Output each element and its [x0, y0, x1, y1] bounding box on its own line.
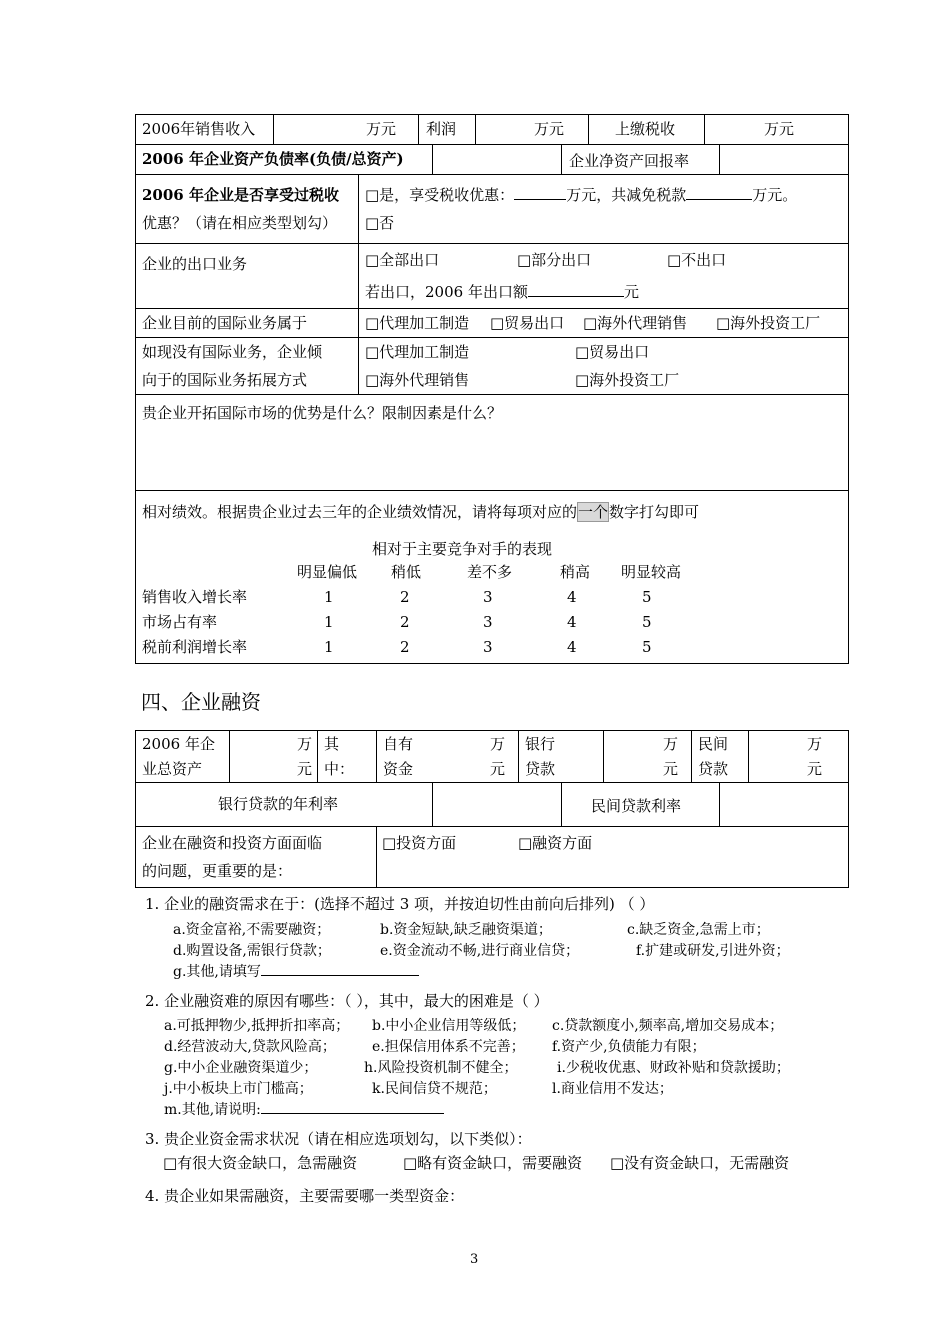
q1-option-c[interactable]: c.缺乏资金,急需上市；	[627, 922, 770, 938]
performance-score-3[interactable]: 3	[483, 638, 493, 656]
relative-performance-section	[142, 491, 842, 663]
expansion-agent-option[interactable]: □海外代理销售	[365, 371, 470, 389]
q2-option-e[interactable]: e.担保信用体系不完善；	[372, 1039, 525, 1055]
q2-option-a[interactable]: a.可抵押物少,抵押折扣率高；	[164, 1018, 350, 1034]
intl-agent-option[interactable]: □海外代理销售	[583, 314, 688, 332]
q2-option-c[interactable]: c.贷款额度小,频率高,增加交易成本；	[552, 1018, 784, 1034]
own-funds-label: 自有	[383, 735, 414, 753]
current-intl-business-label: 企业目前的国际业务属于	[136, 309, 359, 338]
performance-instructions: 相对绩效。根据贵企业过去三年的企业绩效情况，请将每项对应的一个数字打勾即可	[142, 503, 700, 521]
export-all-option[interactable]: □全部出口	[365, 251, 440, 269]
civil-rate-label: 民间贷款利率	[591, 797, 682, 815]
performance-score-4[interactable]: 4	[567, 588, 577, 606]
q1-option-b[interactable]: b.资金短缺,缺乏融资渠道；	[380, 922, 552, 938]
financing-option[interactable]: □融资方面	[518, 834, 593, 852]
scale-much-lower: 明显偏低	[297, 563, 358, 581]
expansion-oem-option[interactable]: □代理加工制造	[365, 343, 470, 361]
export-none-option[interactable]: □不出口	[667, 251, 727, 269]
bank-loan-label: 银行	[525, 735, 556, 753]
q1-option-f[interactable]: f.扩建或研发,引进外资；	[636, 943, 790, 959]
performance-score-1[interactable]: 1	[324, 613, 334, 631]
question-3: 3. 贵企业资金需求状况（请在相应选项划勾，以下类似）：	[145, 1130, 532, 1148]
q2-option-i[interactable]: i.少税收优惠、财政补贴和贷款援助；	[557, 1060, 790, 1076]
performance-score-5[interactable]: 5	[642, 588, 652, 606]
roe-label: 企业净资产回报率	[569, 152, 690, 170]
performance-row-label: 销售收入增长率	[142, 588, 248, 606]
question-4: 4. 贵企业如果需融资，主要需要哪一类型资金：	[145, 1187, 465, 1205]
performance-score-2[interactable]: 2	[400, 613, 410, 631]
performance-row	[142, 608, 842, 633]
performance-score-5[interactable]: 5	[642, 613, 652, 631]
bank-rate-label: 银行贷款的年利率	[218, 795, 339, 813]
performance-score-2[interactable]: 2	[400, 638, 410, 656]
q2-option-d[interactable]: d.经营波动大,贷款风险高；	[164, 1039, 336, 1055]
enterprise-info-table	[135, 114, 849, 664]
performance-subtitle: 相对于主要竞争对手的表现	[372, 540, 553, 558]
tax-benefit-question-b: 优惠？（请在相应类型划勾）	[142, 214, 338, 232]
q1-option-g[interactable]: g.其他,请填写	[173, 961, 419, 981]
tax-benefit-no-option[interactable]: □否	[365, 214, 395, 232]
q2-option-b[interactable]: b.中小企业信用等级低；	[372, 1018, 526, 1034]
page-number: 3	[470, 1252, 479, 1267]
question-2: 2. 企业融资难的原因有哪些：（ ），其中，最大的困难是（ ）	[145, 992, 549, 1010]
export-partial-option[interactable]: □部分出口	[517, 251, 592, 269]
highlighted-text: 一个	[578, 503, 609, 521]
tax-unit: 万元	[764, 120, 795, 138]
profit-unit: 万元	[534, 120, 565, 138]
intl-oem-option[interactable]: □代理加工制造	[365, 314, 470, 332]
problem-question-b: 的问题，更重要的是：	[142, 862, 293, 880]
q1-option-e[interactable]: e.资金流动不畅,进行商业信贷；	[380, 943, 580, 959]
of-which-label-a: 其	[324, 735, 340, 753]
performance-score-3[interactable]: 3	[483, 613, 493, 631]
export-business-label: 企业的出口业务	[136, 244, 359, 309]
performance-scale-header	[297, 558, 697, 582]
q3-option-large-gap[interactable]: □有很大资金缺口，急需融资	[163, 1154, 358, 1172]
total-assets-label-a: 2006 年企	[142, 735, 215, 753]
scale-same: 差不多	[467, 563, 513, 581]
q2-option-l[interactable]: l.商业信用不发达；	[552, 1081, 673, 1097]
performance-row-label: 税前利润增长率	[142, 638, 248, 656]
expansion-export-option[interactable]: □贸易出口	[575, 343, 650, 361]
tax-benefit-yes-option[interactable]: □是，享受税收优惠： 万元，共减免税款 万元。	[365, 186, 798, 204]
sales-unit: 万元	[366, 120, 397, 138]
q2-option-f[interactable]: f.资产少,负债能力有限；	[552, 1039, 706, 1055]
q2-option-k[interactable]: k.民间信贷不规范；	[372, 1081, 497, 1097]
performance-score-1[interactable]: 1	[324, 588, 334, 606]
intl-expansion-question-b: 向于的国际业务拓展方式	[142, 371, 308, 389]
intl-factory-option[interactable]: □海外投资工厂	[716, 314, 821, 332]
intl-expansion-question-a: 如现没有国际业务，企业倾	[142, 343, 323, 361]
performance-row	[142, 583, 842, 608]
tax-benefit-question-a: 2006 年企业是否享受过税收	[142, 186, 339, 204]
tax-label: 上缴税收	[615, 120, 676, 138]
intl-advantage-question[interactable]: 贵企业开拓国际市场的优势是什么？限制因素是什么？	[136, 395, 849, 491]
q1-option-d[interactable]: d.购置设备,需银行贷款；	[173, 943, 331, 959]
investment-option[interactable]: □投资方面	[382, 834, 457, 852]
problem-question-a: 企业在融资和投资方面面临	[142, 834, 323, 852]
debt-ratio-label: 2006 年企业资产负债率(负债/总资产)	[142, 150, 404, 168]
q3-option-no-gap[interactable]: □没有资金缺口，无需融资	[610, 1154, 790, 1172]
question-1: 1. 企业的融资需求在于：(选择不超过 3 项，并按迫切性由前向后排列) （ ）	[145, 895, 655, 913]
export-amount-field[interactable]: 若出口，2006 年出口额 元	[365, 283, 639, 301]
performance-score-3[interactable]: 3	[483, 588, 493, 606]
performance-score-4[interactable]: 4	[567, 638, 577, 656]
scale-much-higher: 明显较高	[621, 563, 682, 581]
q2-option-m[interactable]: m.其他,请说明:	[164, 1099, 444, 1119]
performance-score-2[interactable]: 2	[400, 588, 410, 606]
performance-score-4[interactable]: 4	[567, 613, 577, 631]
intl-export-option[interactable]: □贸易出口	[490, 314, 565, 332]
performance-row	[142, 633, 842, 658]
performance-row-label: 市场占有率	[142, 613, 218, 631]
performance-score-5[interactable]: 5	[642, 638, 652, 656]
section-financing-title: 四、企业融资	[141, 690, 261, 714]
profit-label: 利润	[426, 120, 457, 138]
q2-option-h[interactable]: h.风险投资机制不健全；	[364, 1060, 518, 1076]
sales-label: 2006年销售收入	[142, 120, 256, 138]
q1-option-a[interactable]: a.资金富裕,不需要融资；	[173, 922, 331, 938]
total-assets-label-b: 业总资产	[142, 760, 203, 778]
scale-lower: 稍低	[391, 563, 422, 581]
financing-table: 2006 年企 业总资产 万 元 其 中： 自有 资金 万 元 银行 贷款 万 元 民间 贷款 万 元 银行贷款的年利率 民间贷款利率 企业在融资和投资方面面临 的问题，更重要的是： □投资方面 □融资方面	[135, 730, 849, 888]
scale-higher: 稍高	[560, 563, 591, 581]
q2-option-g[interactable]: g.中小企业融资渠道少；	[164, 1060, 318, 1076]
civil-loan-label: 民间	[698, 735, 729, 753]
performance-score-1[interactable]: 1	[324, 638, 334, 656]
q2-option-j[interactable]: j.中小板块上市门槛高；	[164, 1081, 313, 1097]
q3-option-small-gap[interactable]: □略有资金缺口，需要融资	[403, 1154, 583, 1172]
expansion-factory-option[interactable]: □海外投资工厂	[575, 371, 680, 389]
